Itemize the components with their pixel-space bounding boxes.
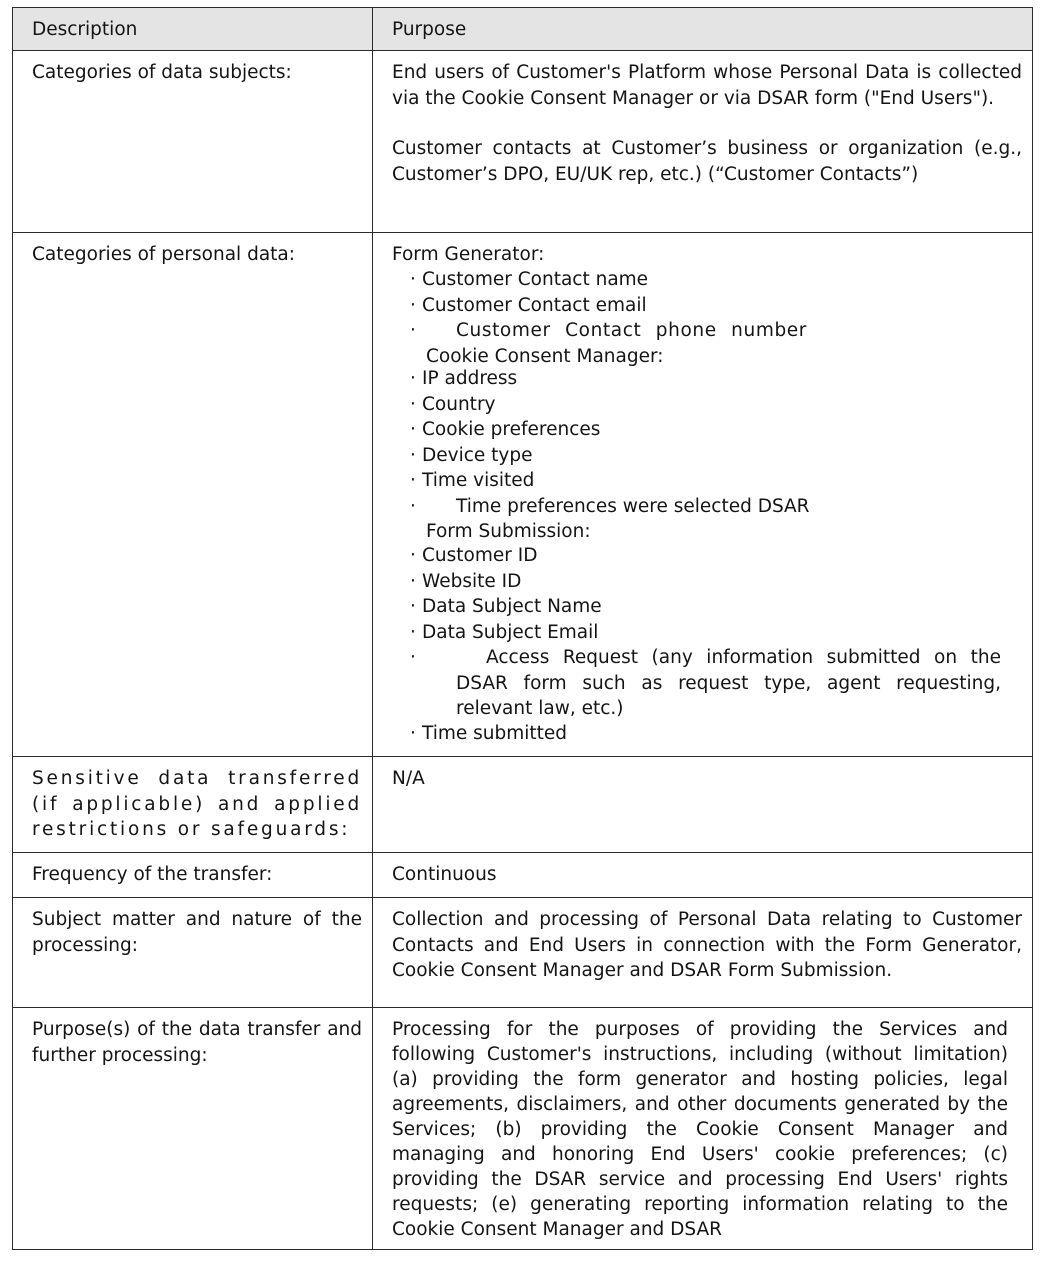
- label-data-subjects: Categories of data subjects:: [32, 62, 292, 83]
- list-item: · Customer ID: [410, 545, 538, 567]
- section-cookie-consent-manager: Cookie Consent Manager:: [426, 345, 664, 367]
- section-form-generator: Form Generator:: [392, 244, 545, 265]
- label-sensitive-data: Sensitive data transferred (if applicable) and applied restrictions or safeguards:: [32, 768, 362, 840]
- value-sensitive-data: N/A: [392, 768, 425, 789]
- list-item: · Customer Contact phone number: [410, 320, 807, 342]
- paragraph-customer-contacts: Customer contacts at Customer’s business or organization (e.g., Customer’s DPO, EU/UK rep, etc.) (“Customer Contacts”): [392, 138, 1022, 185]
- list-item: · Website ID: [410, 570, 522, 592]
- list-item: · Customer Contact email: [410, 294, 647, 316]
- value-frequency: Continuous: [392, 864, 497, 885]
- data-processing-table: [12, 7, 1033, 1250]
- value-purposes: Processing for the purposes of providing the Services and following Customer's instructions, including (without limitation) (a) providing the form generator and hosting policies, legal agreements, disclaimers, and other documents generated by the Services; (b) providing the Cookie Consent Manager and managing and honoring End Users' cookie preferences; (c) providing the DSAR service and processing End Users' rights requests; (e) generating reporting information relating to the Cookie Consent Manager and DSAR: [392, 1019, 1008, 1240]
- list-item: · IP address: [410, 367, 518, 389]
- row-frequency: [13, 853, 1032, 898]
- value-personal-data: [373, 233, 1032, 756]
- list-item: · Cookie preferences: [410, 419, 601, 441]
- paragraph-end-users: End users of Customer's Platform whose Personal Data is collected via the Cookie Consent Manager or via DSAR form ("End Users").: [392, 62, 1022, 109]
- list-item: · Customer Contact name: [410, 269, 649, 291]
- label-purposes: Purpose(s) of the data transfer and further processing:: [32, 1019, 362, 1066]
- row-subject-matter: [13, 898, 1032, 1008]
- list-item: · Access Request (any information submitted on the DSAR form such as request type, agent requesting, relevant law, etc.): [410, 647, 1001, 720]
- row-sensitive-data: [13, 757, 1032, 853]
- row-personal-data: [13, 233, 1032, 757]
- column-divider: [372, 8, 373, 1249]
- label-subject-matter: Subject matter and nature of the processing:: [32, 909, 362, 956]
- value-subject-matter: Collection and processing of Personal Data relating to Customer Contacts and End Users in connection with the Form Generator, Cookie Consent Manager and DSAR Form Submission.: [392, 909, 1022, 981]
- list-item: · Device type: [410, 444, 533, 466]
- list-item: · Country: [410, 393, 496, 415]
- list-item: · Data Subject Email: [410, 621, 599, 643]
- value-data-subjects: [373, 51, 1032, 232]
- list-item: · Time submitted: [410, 723, 568, 745]
- table-header-row: [13, 8, 1032, 51]
- row-data-subjects: [13, 51, 1032, 233]
- section-form-submission: Form Submission:: [426, 521, 591, 543]
- label-frequency: Frequency of the transfer:: [32, 864, 273, 885]
- list-item: · Time preferences were selected DSAR: [410, 495, 810, 517]
- label-personal-data: Categories of personal data:: [32, 244, 295, 265]
- header-description: Description: [32, 19, 138, 40]
- row-purposes: [13, 1008, 1032, 1249]
- header-purpose: Purpose: [392, 19, 467, 40]
- list-item: · Data Subject Name: [410, 596, 602, 618]
- list-item: · Time visited: [410, 470, 535, 492]
